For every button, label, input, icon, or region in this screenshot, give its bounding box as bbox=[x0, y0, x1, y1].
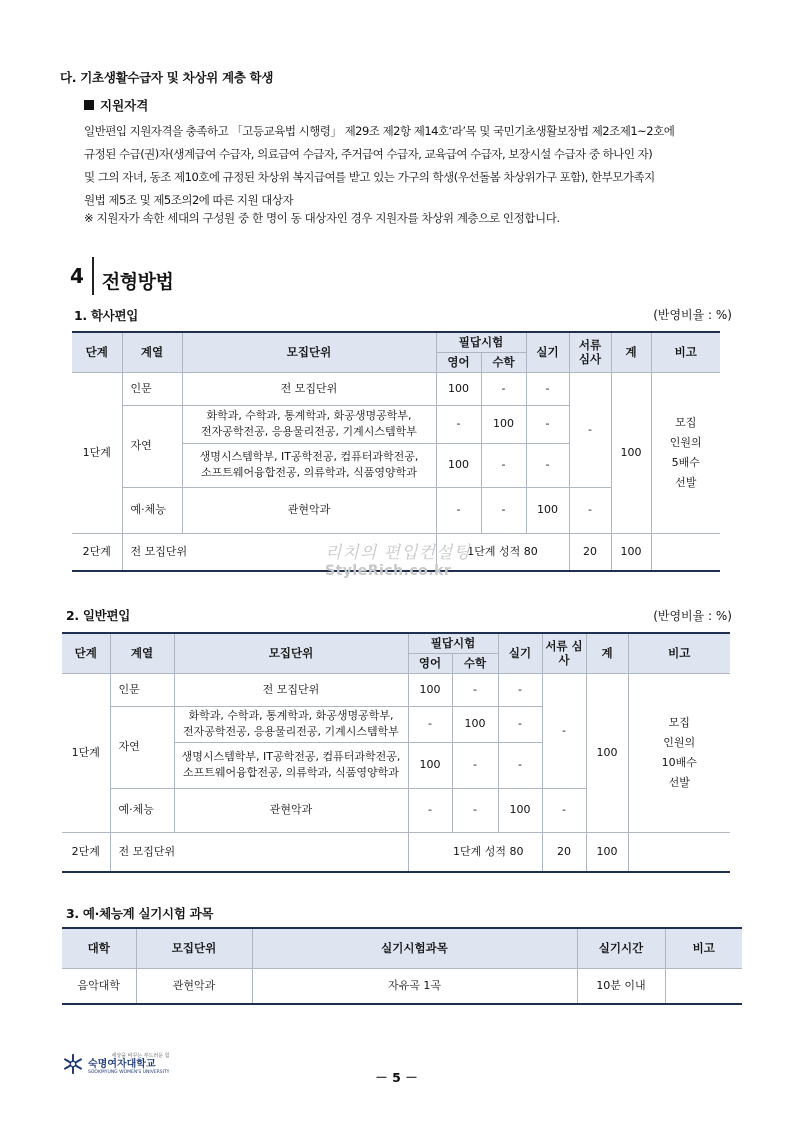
stage2-unit: 전 모집단위 bbox=[122, 533, 436, 571]
watermark-line2: StyleRich.co.kr bbox=[325, 563, 452, 579]
header-time: 실기시간 bbox=[577, 928, 665, 968]
table3-title: 3. 예·체능계 실기시험 과목 bbox=[66, 906, 214, 921]
field-science: 자연 bbox=[122, 405, 182, 487]
logo-english-name: SOOKMYUNG WOMEN'S UNIVERSITY bbox=[88, 1070, 170, 1075]
field-humanities: 인문 bbox=[110, 673, 174, 706]
stage1-cell: 1단계 bbox=[72, 372, 122, 533]
remarks-line: 모집 bbox=[668, 715, 690, 729]
stage2-stage1-score: 1단계 성적 80 bbox=[436, 533, 569, 571]
logo-tagline: 세상을 바꾸는 부드러운 힘 bbox=[111, 1053, 170, 1059]
stage2-remarks bbox=[628, 832, 730, 872]
unit-line: 전자공학전공, 응용물리전공, 기계시스템학부 bbox=[183, 725, 399, 738]
score-english: - bbox=[436, 405, 481, 443]
score-math: - bbox=[452, 673, 498, 706]
header-unit: 모집단위 bbox=[136, 928, 252, 968]
header-unit: 모집단위 bbox=[174, 633, 408, 673]
header-written: 필답시험 bbox=[436, 332, 526, 352]
unit-line: 생명시스템학부, IT공학전공, 컴퓨터과학전공, bbox=[181, 750, 401, 763]
cell-unit: 관현악과 bbox=[136, 968, 252, 1004]
header-math: 수학 bbox=[452, 653, 498, 673]
unit-arts: 관현악과 bbox=[174, 788, 408, 832]
score-math: - bbox=[481, 372, 526, 405]
remarks-line: 인원의 bbox=[669, 435, 702, 449]
table1-ratio: (반영비율 : %) bbox=[653, 308, 732, 322]
unit-arts: 관현악과 bbox=[182, 487, 436, 533]
stage2-total: 100 bbox=[611, 533, 651, 571]
qualification-paragraph bbox=[84, 120, 736, 212]
header-stage: 단계 bbox=[62, 633, 110, 673]
header-practical: 실기 bbox=[526, 332, 569, 372]
table2-title: 2. 일반편입 bbox=[66, 608, 130, 623]
unit-science-2 bbox=[182, 443, 436, 487]
chapter-divider bbox=[92, 257, 94, 295]
field-arts: 예·체능 bbox=[122, 487, 182, 533]
unit-line: 소프트웨어융합전공, 의류학과, 식품영양학과 bbox=[201, 466, 417, 479]
watermark-line1: 리치의 편입컨설팅 bbox=[325, 543, 471, 563]
chapter-heading bbox=[70, 255, 173, 297]
remarks-line: 10배수 bbox=[661, 755, 697, 769]
header-docs: 서류 심사 bbox=[569, 332, 611, 372]
header-subject: 실기시험과목 bbox=[252, 928, 577, 968]
paragraph-line: 및 그의 자녀, 동조 제10호에 규정된 차상위 복지급여를 받고 있는 가구의 학생(우선돌봄 차상위가구 포함), 한부모가족지 bbox=[84, 170, 655, 184]
score-math: - bbox=[452, 788, 498, 832]
stage2-total: 100 bbox=[586, 832, 628, 872]
score-math: - bbox=[481, 487, 526, 533]
score-english: - bbox=[408, 788, 452, 832]
table3-practical-subjects bbox=[62, 927, 742, 1005]
unit-line: 소프트웨어융합전공, 의류학과, 식품영양학과 bbox=[183, 766, 399, 779]
remarks-line: 5배수 bbox=[671, 455, 700, 469]
cell-time: 10분 이내 bbox=[577, 968, 665, 1004]
unit-science-1 bbox=[182, 405, 436, 443]
stage2-cell: 2단계 bbox=[72, 533, 122, 571]
qualification-note: ※ 지원자가 속한 세대의 구성원 중 한 명이 동 대상자인 경우 지원자를 차상위 계층으로 인정합니다. bbox=[84, 211, 560, 225]
cell-subject: 자유곡 1곡 bbox=[252, 968, 577, 1004]
stage2-docs: 20 bbox=[569, 533, 611, 571]
stage2-docs: 20 bbox=[542, 832, 586, 872]
paragraph-line: 규정된 수급(권)자(생계급여 수급자, 의료급여 수급자, 주거급여 수급자, 교육급여 수급자, 보장시설 수급자 중 하나인 자) bbox=[84, 147, 653, 161]
header-field: 계열 bbox=[110, 633, 174, 673]
paragraph-line: 일반편입 지원자격을 충족하고 「고등교육법 시행령」 제29조 제2항 제14호‘라’목 및 국민기초생활보장법 제2조제1~2호에 bbox=[84, 124, 675, 138]
cell-college: 음악대학 bbox=[62, 968, 136, 1004]
score-english: - bbox=[436, 487, 481, 533]
header-college: 대학 bbox=[62, 928, 136, 968]
unit-science-2 bbox=[174, 742, 408, 788]
page-number: － 5 － bbox=[375, 1070, 418, 1085]
header-remarks: 비고 bbox=[651, 332, 720, 372]
stage2-remarks bbox=[651, 533, 720, 571]
header-total: 계 bbox=[611, 332, 651, 372]
header-docs: 서류 심사 bbox=[542, 633, 586, 673]
score-math: 100 bbox=[481, 405, 526, 443]
header-unit: 모집단위 bbox=[182, 332, 436, 372]
remarks-line: 선발 bbox=[675, 475, 697, 489]
qualification-heading-text: 지원자격 bbox=[100, 98, 149, 113]
score-docs: - bbox=[569, 372, 611, 487]
field-science: 자연 bbox=[110, 706, 174, 788]
field-arts: 예·체능 bbox=[110, 788, 174, 832]
unit-line: 생명시스템학부, IT공학전공, 컴퓨터과학전공, bbox=[199, 450, 419, 463]
header-practical: 실기 bbox=[498, 633, 542, 673]
header-remarks: 비고 bbox=[628, 633, 730, 673]
score-practical: - bbox=[526, 405, 569, 443]
stage1-cell: 1단계 bbox=[62, 673, 110, 832]
header-stage: 단계 bbox=[72, 332, 122, 372]
table2-schedule bbox=[62, 632, 730, 873]
score-math: - bbox=[452, 742, 498, 788]
section-title: 다. 기초생활수급자 및 차상위 계층 학생 bbox=[60, 70, 274, 85]
header-written: 필답시험 bbox=[408, 633, 498, 653]
header-math: 수학 bbox=[481, 352, 526, 372]
stage2-unit: 전 모집단위 bbox=[110, 832, 408, 872]
unit-all: 전 모집단위 bbox=[174, 673, 408, 706]
score-practical: - bbox=[498, 706, 542, 742]
score-practical: - bbox=[498, 673, 542, 706]
field-humanities: 인문 bbox=[122, 372, 182, 405]
unit-line: 전자공학전공, 응용물리전공, 기계시스템학부 bbox=[201, 425, 417, 438]
header-field: 계열 bbox=[122, 332, 182, 372]
remarks-line: 모집 bbox=[675, 415, 697, 429]
score-practical: - bbox=[526, 443, 569, 487]
score-english: 100 bbox=[408, 742, 452, 788]
header-english: 영어 bbox=[408, 653, 452, 673]
remarks-line: 선발 bbox=[668, 775, 690, 789]
table1-schedule bbox=[72, 331, 720, 572]
score-total: 100 bbox=[611, 372, 651, 533]
score-docs: - bbox=[569, 487, 611, 533]
score-math: - bbox=[481, 443, 526, 487]
score-english: - bbox=[408, 706, 452, 742]
score-total: 100 bbox=[586, 673, 628, 832]
header-remarks: 비고 bbox=[665, 928, 742, 968]
unit-science-1 bbox=[174, 706, 408, 742]
score-practical: 100 bbox=[498, 788, 542, 832]
score-practical: - bbox=[498, 742, 542, 788]
remarks-cell bbox=[628, 673, 730, 832]
score-docs: - bbox=[542, 788, 586, 832]
chapter-number: 4 bbox=[70, 264, 84, 288]
table1-title: 1. 학사편입 bbox=[74, 308, 138, 323]
cell-remarks bbox=[665, 968, 742, 1004]
header-english: 영어 bbox=[436, 352, 481, 372]
table2-ratio: (반영비율 : %) bbox=[653, 609, 732, 623]
score-docs: - bbox=[542, 673, 586, 788]
logo-name: 숙명여자대학교 bbox=[88, 1059, 156, 1070]
remarks-cell bbox=[651, 372, 720, 533]
square-bullet-icon bbox=[84, 100, 94, 110]
score-english: 100 bbox=[436, 443, 481, 487]
score-practical: - bbox=[526, 372, 569, 405]
score-math: 100 bbox=[452, 706, 498, 742]
qualification-heading bbox=[84, 96, 148, 114]
score-english: 100 bbox=[408, 673, 452, 706]
header-total: 계 bbox=[586, 633, 628, 673]
paragraph-line: 원법 제5조 및 제5조의2에 따른 지원 대상자 bbox=[84, 193, 294, 207]
remarks-line: 인원의 bbox=[663, 735, 696, 749]
unit-all: 전 모집단위 bbox=[182, 372, 436, 405]
score-practical: 100 bbox=[526, 487, 569, 533]
stage2-cell: 2단계 bbox=[62, 832, 110, 872]
chapter-title: 전형방법 bbox=[101, 270, 174, 293]
stage2-stage1-score: 1단계 성적 80 bbox=[408, 832, 542, 872]
score-english: 100 bbox=[436, 372, 481, 405]
unit-line: 화학과, 수학과, 통계학과, 화공생명공학부, bbox=[188, 709, 394, 722]
unit-line: 화학과, 수학과, 통계학과, 화공생명공학부, bbox=[206, 409, 412, 422]
